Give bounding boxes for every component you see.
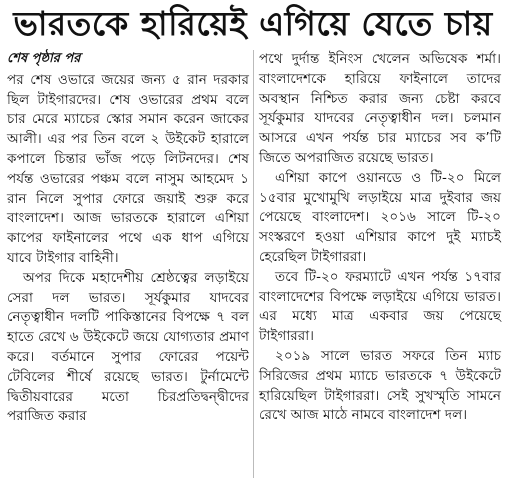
paragraph: তবে টি-২০ ফরম্যাটে এখন পর্যন্ত ১৭বার বাংলাদেশের বিপক্ষে লড়াইয়ে এগিয়ে ভারত। এর মধ্যে মাত্র একবার জয় পেয়েছে টাইগাররা।: [259, 268, 501, 345]
paragraph: এশিয়া কাপে ওয়ানডে ও টি-২০ মিলে ১৫বার মুখোমুখি লড়াইয়ে মাত্র দুইবার জয় পেয়েছে বাংলাদেশ। ২০১৬ সালে টি-২০ সংস্করণে হওয়া এশিয়ার কাপে দুই ম্যাচই হেরেছিল টাইগাররা।: [259, 169, 501, 265]
paragraph: অপর দিকে মহাদেশীয় শ্রেষ্ঠত্বের লড়াইয়ে সেরা দল ভারত। সূর্যকুমার যাদবের নেতৃত্বাধীন দলটি পাকিস্তানের বিপক্ষে ৭ বল হাতে রেখে ৬ উইকেটে জয়ে যোগ্যতার প্রমাণ করে। বর্তমানে সুপার ফোরের পয়েন্ট টেবিলের শীর্ষে রয়েছে ভারত। টুর্নামেন্টে দ্বিতীয়বারের মতো চিরপ্রতিদ্বন্দ্বীদের পরাজিত করার: [7, 269, 249, 425]
paragraph: ২০১৯ সালে ভারত সফরে তিন ম্যাচ সিরিজের প্রথম ম্যাচে ভারতকে ৭ উইকেটে হারিয়েছিল টাইগাররা। সেই সুখস্মৃতি সামনে রেখে আজ মাঠে নামবে বাংলাদেশ দল।: [259, 347, 501, 424]
column-divider: [253, 50, 254, 478]
paragraph: পর শেষ ওভারে জয়ের জন্য ৫ রান দরকার ছিল টাইগারদের। শেষ ওভারের প্রথম বলে চার মেরে ম্যাচের স্কোর সমান করেন জাকের আলী। এর পর তিন বলে ২ উইকেট হারালে কপালে চিন্তার ভাঁজ পড়ে লিটনদের। শেষ পর্যন্ত ওভারের পঞ্চম বলে নাসুম আহমেদ ১ রান নিলে সুপার ফোরে জয়াই শুরু করে বাংলাদেশ। আজ ভারতকে হারালে এশিয়া কাপের ফাইনালের পথে এক ধাপ এগিয়ে যাবে টাইগার বাহিনী।: [7, 71, 249, 266]
headline: ভারতকে হারিয়েই এগিয়ে যেতে চায়: [13, 4, 493, 43]
left-column: [7, 49, 249, 427]
paragraph: পথে দুর্দান্ত ইনিংস খেলেন অভিষেক শর্মা। বাংলাদেশকে হারিয়ে ফাইনালে তাদের অবস্থান নিশ্চিত করার জন্য চেষ্টা করবে সূর্যকুমার যাদবের নেতৃত্বাধীন দল। চলমান আসরে এখন পর্যন্ত চার ম্যাচের সব ক’টি জিতে অপরাজিত রয়েছে ভারত।: [259, 51, 501, 166]
right-column: [259, 50, 501, 426]
dateline: শেষ পৃষ্ঠার পর: [7, 51, 81, 66]
